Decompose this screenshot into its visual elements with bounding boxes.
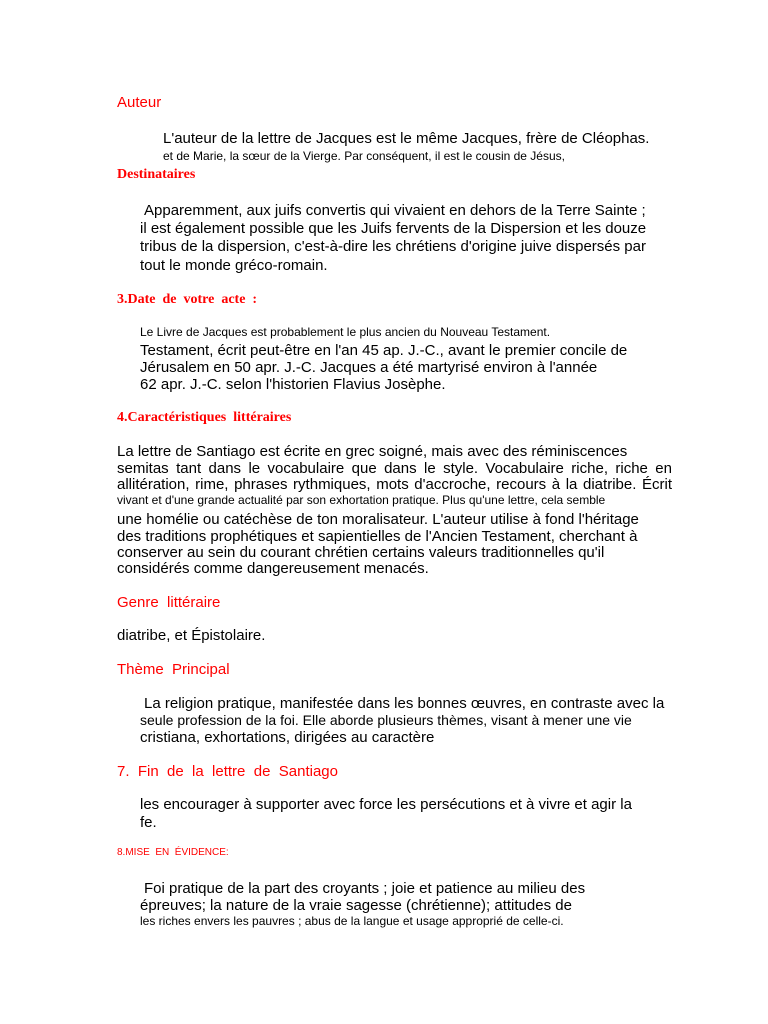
caract-line-5: une homélie ou catéchèse de ton moralisateur. L'auteur utilise à fond l'héritage [117,511,639,528]
auteur-line-1: L'auteur de la lettre de Jacques est le même Jacques, frère de Cléophas. [163,130,650,147]
heading-destinataires: Destinataires [117,167,196,182]
fin-line-2: fe. [140,814,157,831]
date-line-4: 62 apr. J.-C. selon l'historien Flavius Josèphe. [140,376,446,393]
caract-line-3: allitération, rime, phrases rythmiques, mots d'accroche, recours à la diatribe. Écrit [117,476,672,493]
caract-line-8: considérés comme dangereusement menacés. [117,560,429,577]
heading-theme: Thème Principal [117,661,230,678]
destinataires-line-2: il est également possible que les Juifs fervents de la Dispersion et les douze [140,220,647,237]
destinataires-line-3: tribus de la dispersion, c'est-à-dire les chrétiens d'origine juive dispersés par [140,238,646,255]
evidence-line-3: les riches envers les pauvres ; abus de la langue et usage approprié de celle-ci. [140,914,564,928]
evidence-line-2: épreuves; la nature de la vraie sagesse (chrétienne); attitudes de [140,897,572,914]
theme-line-1: La religion pratique, manifestée dans les bonnes œuvres, en contraste avec la [144,695,665,712]
heading-genre: Genre littéraire [117,594,221,611]
theme-line-3: cristiana, exhortations, dirigées au caractère [140,729,435,746]
auteur-line-2: et de Marie, la sœur de la Vierge. Par conséquent, il est le cousin de Jésus, [163,149,565,163]
evidence-line-1: Foi pratique de la part des croyants ; joie et patience au milieu des [144,880,586,897]
theme-line-2: seule profession de la foi. Elle aborde plusieurs thèmes, visant à mener une vie [140,712,632,728]
caract-line-2: semitas tant dans le vocabulaire que dans le style. Vocabulaire riche, riche en [117,460,672,477]
caract-line-7: conserver au sein du courant chrétien certains valeurs traditionnelles qu'il [117,544,605,561]
heading-evidence: 8.MISE EN ÉVIDENCE: [117,847,229,858]
genre-line-1: diatribe, et Épistolaire. [117,627,266,644]
destinataires-line-4: tout le monde gréco-romain. [140,257,328,274]
heading-date: 3.Date de votre acte : [117,292,258,307]
date-line-3: Jérusalem en 50 apr. J.-C. Jacques a été martyrisé environ à l'année [140,359,598,376]
date-line-1: Le Livre de Jacques est probablement le plus ancien du Nouveau Testament. [140,325,551,339]
fin-line-1: les encourager à supporter avec force les persécutions et à vivre et agir la [140,796,632,813]
date-line-2: Testament, écrit peut-être en l'an 45 ap. J.-C., avant le premier concile de [140,342,628,359]
heading-caracteristiques: 4.Caractéristiques littéraires [117,410,292,425]
heading-auteur: Auteur [117,94,162,111]
caract-line-4: vivant et d'une grande actualité par son exhortation pratique. Plus qu'une lettre, cela semble [117,493,606,507]
caract-line-6: des traditions prophétiques et sapientielles de l'Ancien Testament, cherchant à [117,528,638,545]
destinataires-line-1: Apparemment, aux juifs convertis qui vivaient en dehors de la Terre Sainte ; [144,202,646,219]
heading-fin: 7. Fin de la lettre de Santiago [117,763,338,780]
caract-line-1: La lettre de Santiago est écrite en grec soigné, mais avec des réminiscences [117,443,628,460]
